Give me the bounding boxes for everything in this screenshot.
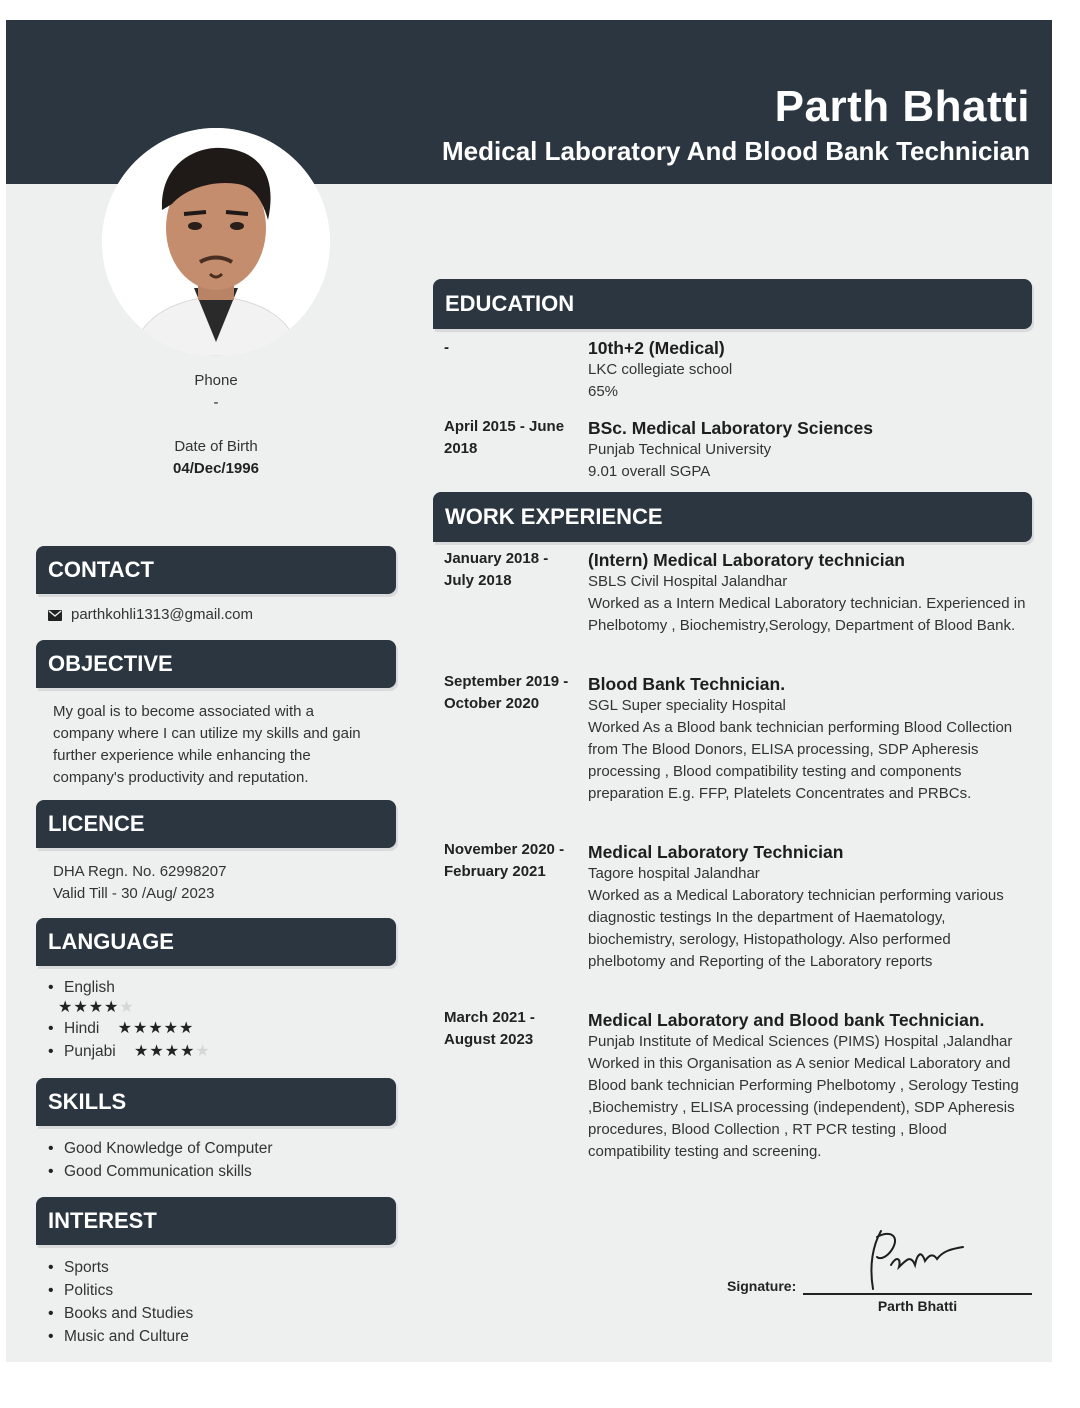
star-empty-icon: ★ [119,999,135,1016]
licence-text [53,861,226,905]
skills-list [42,1137,402,1183]
contact-email-row [48,604,253,626]
signature-scribble [851,1225,971,1295]
skill-item: • Good Communication skills [42,1160,402,1183]
work-desc: Worked as a Intern Medical Laboratory technician. Experienced in Phelbotomy , Biochemistry,Serology, Department of Blood Bank. [588,595,1026,634]
work-date: November 2020 - February 2021 [444,841,565,880]
objective-line: further experience while enhancing the [53,747,311,764]
star-filled-icon: ★ [132,1020,149,1037]
education-date: - [444,339,449,356]
work-title: Medical Laboratory Technician [588,842,844,862]
candidate-title: Medical Laboratory And Blood Bank Technician [442,136,1030,166]
language-item: • Hindi ★★★★★ [42,1017,402,1040]
work-title: Blood Bank Technician. [588,674,786,694]
dob-label: Date of Birth [174,438,258,455]
work-date: March 2021 - August 2023 [444,1009,535,1048]
signature-name: Parth Bhatti [877,1298,958,1314]
profile-photo [102,128,330,356]
person-portrait-icon [102,128,330,356]
education-detail: 9.01 overall SGPA [588,463,711,480]
skill-item: • Good Knowledge of Computer [42,1137,402,1160]
work-entry [588,1009,1028,1163]
star-filled-icon: ★ [134,1043,150,1060]
work-desc: Worked As a Blood bank technician performing Blood Collection from The Blood Donors, ELISA processing, SDP Apheresis processing , Blood compatibility testing and components preparation E.g. FFP, Platelets Concentrates and PRBCs. [588,719,1013,802]
education-title: 10th+2 (Medical) [588,338,725,358]
language-item: • English ★★★★★ [42,976,402,1017]
work-place: SGL Super speciality Hospital [588,697,786,714]
work-desc: Worked in this Organisation as A senior Medical Laboratory and Blood bank technician Performing Phelbotomy , Serology Testing ,Biochemistry , ELISA processing (independent), SDP Apheresis procedures, Blood Collection , RT PCR testing , Blood compatibility testing and screening. [588,1055,1019,1160]
work-place: Tagore hospital Jalandhar [588,865,760,882]
work-entry [588,549,1028,637]
phone-value: - [213,394,219,411]
signature-label: Signature: [727,1278,797,1294]
star-filled-icon: ★ [163,1020,180,1037]
work-entry [588,673,1028,805]
objective-line: company's productivity and reputation. [53,769,309,786]
star-filled-icon: ★ [148,1020,164,1037]
interest-heading: INTEREST [36,1197,396,1245]
star-filled-icon: ★ [117,1020,133,1037]
star-filled-icon: ★ [149,1043,165,1060]
star-filled-icon: ★ [104,999,120,1016]
resume-page [6,20,1052,1362]
interest-list [42,1256,402,1348]
star-filled-icon: ★ [164,1043,181,1060]
candidate-name: Parth Bhatti [774,82,1030,131]
signature-line [803,1293,1032,1295]
star-filled-icon: ★ [88,999,105,1016]
language-heading: LANGUAGE [36,918,396,966]
language-list [42,976,402,1063]
education-entry [588,337,1028,403]
work-title: Medical Laboratory and Blood bank Technician. [588,1010,985,1030]
star-filled-icon: ★ [58,999,74,1016]
contact-heading: CONTACT [36,546,396,594]
work-place: SBLS Civil Hospital Jalandhar [588,573,788,590]
licence-line: Valid Till - 30 /Aug/ 2023 [53,885,215,902]
education-detail: 65% [588,383,619,400]
rating-stars [58,999,402,1017]
work-place: Punjab Institute of Medical Sciences (PIMS) Hospital ,Jalandhar [588,1033,1013,1050]
work-date: September 2019 - October 2020 [444,673,569,712]
rating-stars [118,1020,195,1037]
objective-text [53,701,361,789]
dob-value: 04/Dec/1996 [173,460,259,477]
interest-item: • Politics [42,1279,402,1302]
phone-label: Phone [194,372,238,389]
interest-item: • Sports [42,1256,402,1279]
objective-line: company where I can utilize my skills and gain [53,725,361,742]
star-filled-icon: ★ [180,1043,196,1060]
envelope-icon [48,610,62,621]
objective-line: My goal is to become associated with a [53,703,314,720]
work-title: (Intern) Medical Laboratory technician [588,550,905,570]
work-entry [588,841,1028,973]
language-item: • Punjabi ★★★★★ [42,1040,402,1063]
star-filled-icon: ★ [179,1020,195,1037]
contact-email[interactable]: parthkohli1313@gmail.com [71,606,253,623]
licence-line: DHA Regn. No. 62998207 [53,863,227,880]
work-date: January 2018 - July 2018 [444,550,549,589]
interest-item: • Music and Culture [42,1325,402,1348]
skills-heading: SKILLS [36,1078,396,1126]
education-school: LKC collegiate school [588,361,733,378]
work-heading: WORK EXPERIENCE [433,492,1032,542]
licence-heading: LICENCE [36,800,396,848]
work-desc: Worked as a Medical Laboratory technician performing various diagnostic testings In the department of Haematology, biochemistry, serology, Histopathology. Also performed phelbotomy and Reporting of the Laboratory reports [588,887,1004,970]
education-date: April 2015 - June 2018 [444,418,565,457]
education-title: BSc. Medical Laboratory Sciences [588,418,873,438]
education-heading: EDUCATION [433,279,1032,329]
objective-heading: OBJECTIVE [36,640,396,688]
star-filled-icon: ★ [73,999,89,1016]
education-school: Punjab Technical University [588,441,772,458]
rating-stars [134,1043,211,1060]
interest-item: • Books and Studies [42,1302,402,1325]
star-empty-icon: ★ [195,1043,211,1060]
education-entry [588,417,1028,483]
